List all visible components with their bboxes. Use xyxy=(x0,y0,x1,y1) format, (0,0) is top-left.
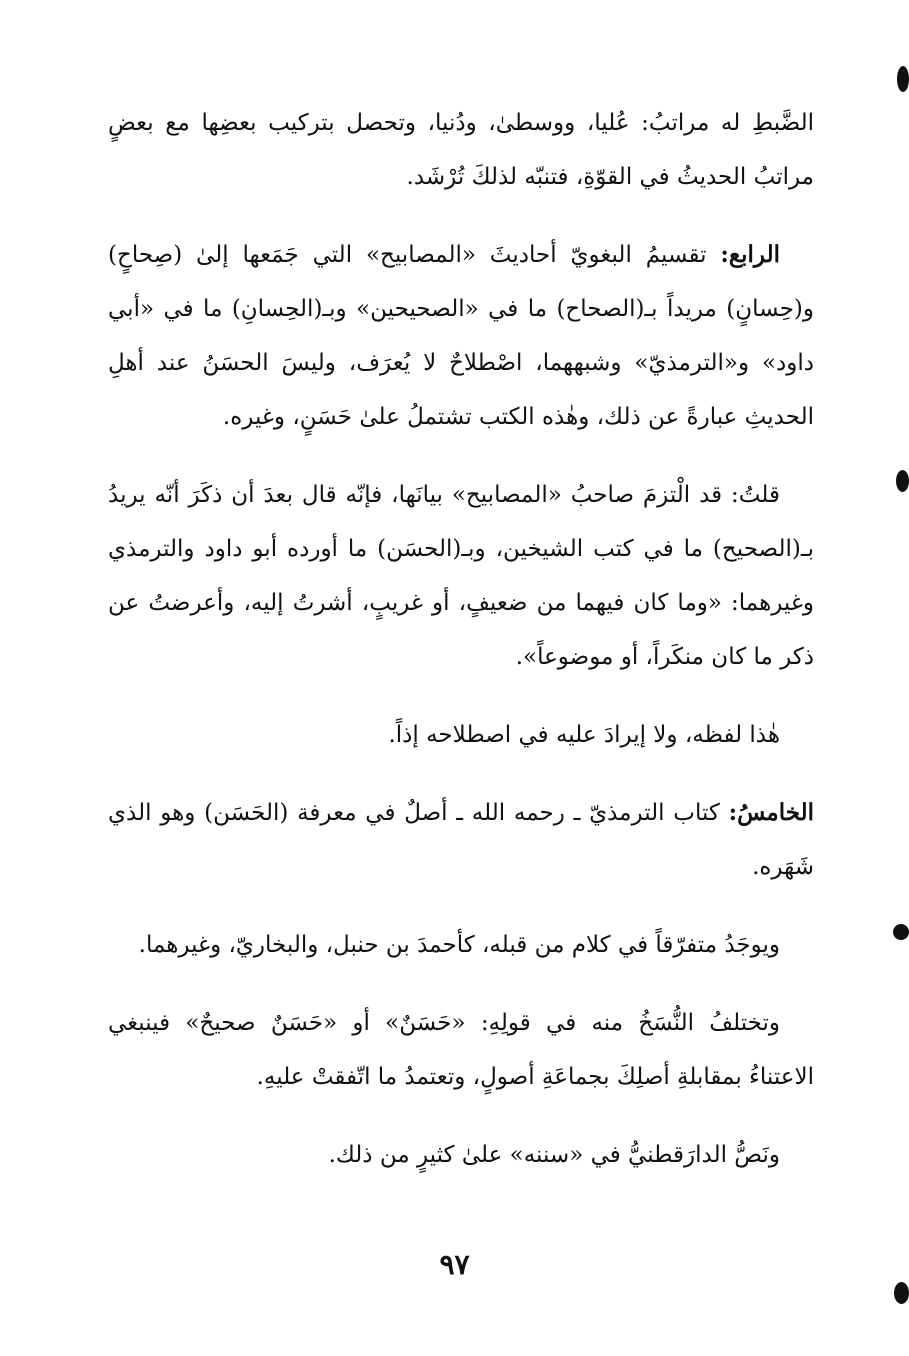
paragraph-6 xyxy=(108,918,814,972)
paragraph-1 xyxy=(108,96,814,204)
main-text xyxy=(108,96,814,1206)
page-number: ٩٧ xyxy=(439,1248,470,1281)
margin-mark-lower xyxy=(893,924,909,940)
paragraph-2 xyxy=(108,228,814,444)
paragraph-1-text: الضَّبطِ له مراتبُ: عُليا، ووسطىٰ، ودُنيا، وتحصل بتركيب بعضِها مع بعضٍ مراتبُ الحديثُ في القوّةِ، فتنبّه لذلكَ تُرْشَد. xyxy=(108,110,814,190)
paragraph-4-text: هٰذا لفظه، ولا إيرادَ عليه في اصطلاحه إذاً. xyxy=(388,722,780,748)
paragraph-7 xyxy=(108,996,814,1104)
paragraph-7-text: وتختلفُ النُّسَخُ منه في قولِهِ: «حَسَنٌ» أو «حَسَنٌ صحيحٌ» فينبغي الاعتناءُ بمقابلةِ أصلِكَ بجماعَةِ أصولٍ، وتعتمدُ ما اتّفقتْ عليهِ. xyxy=(108,1010,814,1090)
paragraph-2-text: تقسيمُ البغويّ أحاديثَ «المصابيح» التي جَمَعها إلىٰ (صِحاحٍ) و(حِسانٍ) مريداً بـ(الصحاح) ما في «الصحيحين» وبـ(الحِسانِ) ما في «أبي داود» و«الترمذيّ» وشبههما، اصْطلاحٌ لا يُعرَف، وليسَ الحسَنُ عند أهلِ الحديثِ عبارةً عن ذلك، وهٰذه الكتب تشتملُ علىٰ حَسَنٍ، وغيره. xyxy=(108,242,814,430)
margin-mark-top xyxy=(897,66,909,92)
paragraph-6-text: ويوجَدُ متفرّقاً في كلام من قبله، كأحمدَ بن حنبل، والبخاريّ، وغيرهما. xyxy=(138,932,780,958)
paragraph-3-text: قلتُ: قد الْتزمَ صاحبُ «المصابيح» بيانَها، فإنّه قال بعدَ أن ذكَرَ أنّه يريدُ بـ(الصحيح) ما في كتب الشيخين، وبـ(الحسَن) ما أورده أبو داود والترمذي وغيرهما: «وما كان فيهما من ضعيفٍ، أو غريبٍ، أشرتُ إليه، وأعرضتُ عن ذكر ما كان منكَراً، أو موضوعاً». xyxy=(108,482,814,670)
paragraph-8-text: ونَصُّ الدارَقطنيُّ في «سننه» علىٰ كثيرٍ من ذلك. xyxy=(328,1142,780,1168)
margin-mark-upper xyxy=(896,470,909,492)
paragraph-5 xyxy=(108,786,814,894)
paragraph-3 xyxy=(108,468,814,684)
paragraph-5-text: كتاب الترمذيّ ـ رحمه الله ـ أصلٌ في معرفة (الحَسَن) وهو الذي شَهَره. xyxy=(108,800,814,880)
paragraph-4 xyxy=(108,708,814,762)
paragraph-8 xyxy=(108,1128,814,1182)
paragraph-2-lead: الرابع: xyxy=(720,241,780,268)
margin-mark-bottom xyxy=(894,1282,909,1304)
paragraph-5-lead: الخامسُ: xyxy=(728,799,814,826)
